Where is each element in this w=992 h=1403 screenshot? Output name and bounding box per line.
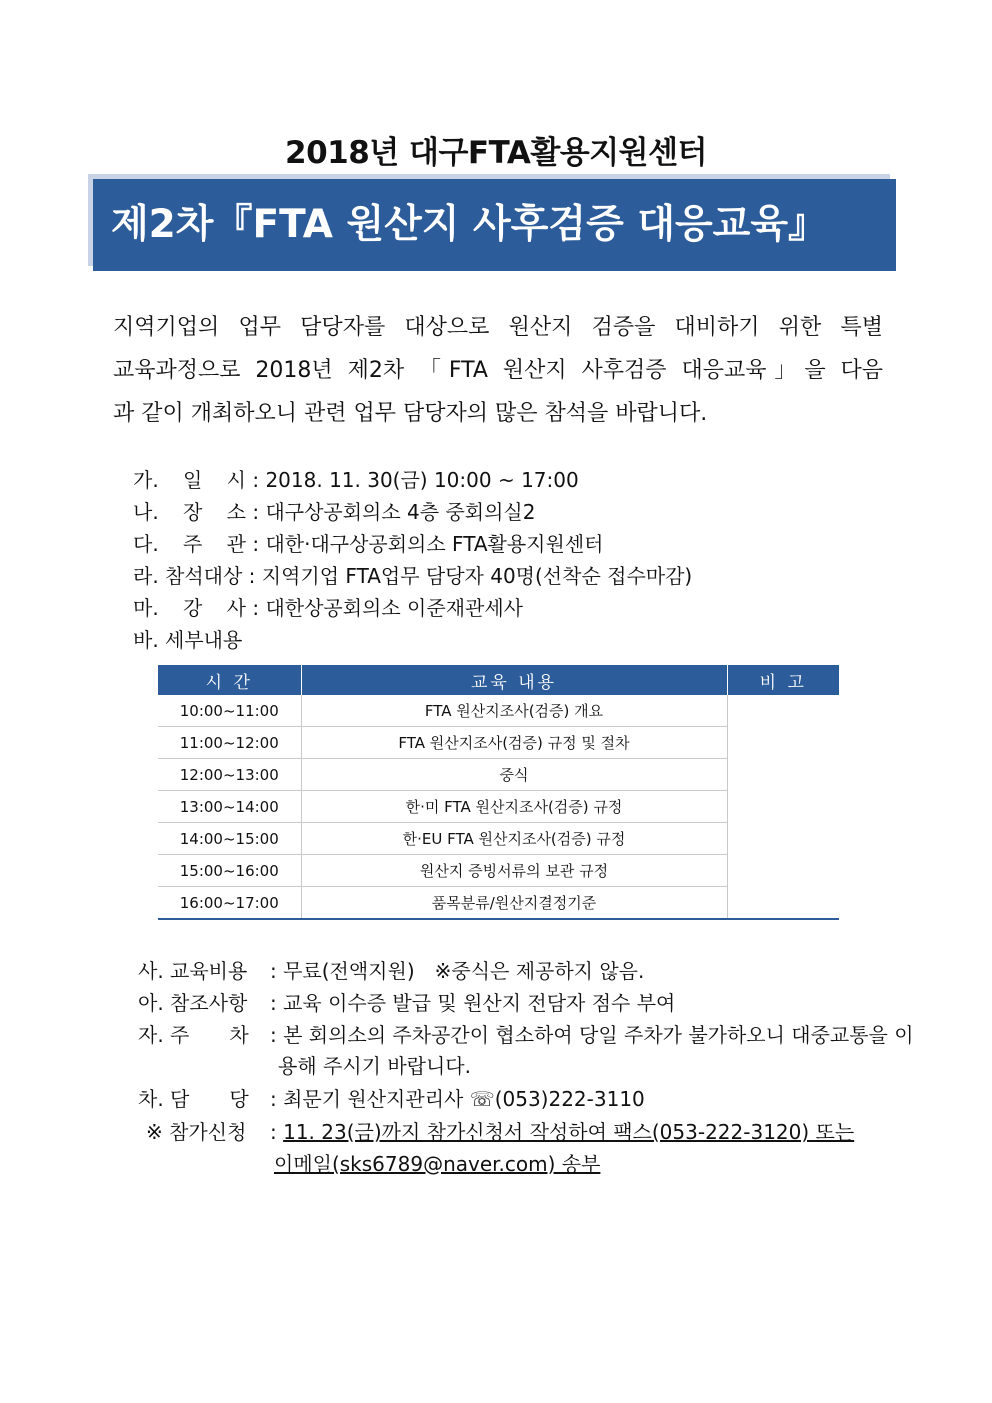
- footer-value: : 교육 이수증 발급 및 원산지 전담자 점수 부여: [270, 991, 676, 1015]
- footer-label: ※ 참가신청: [146, 1120, 247, 1144]
- row-content: 한·EU FTA 원산지조사(검증) 규정: [301, 823, 727, 855]
- footer-reference: [138, 989, 675, 1017]
- footer-cost: [138, 957, 644, 985]
- footer-label: 아. 참조사항: [138, 991, 248, 1015]
- banner-title: 제2차『FTA 원산지 사후검증 대응교육』: [93, 179, 896, 271]
- detail-label: 나. 장 소: [133, 500, 246, 524]
- footer-value: : 최문기 원산지관리사 ☏(053)222-3110: [270, 1087, 645, 1111]
- header-note: 비 고: [727, 665, 839, 695]
- detail-label: 다. 주 관: [133, 532, 246, 556]
- detail-value: : 대한상공회의소 이준재관세사: [246, 596, 523, 620]
- row-time: 10:00~11:00: [158, 695, 301, 727]
- detail-program: [133, 626, 242, 654]
- intro-line-3: 과 같이 개최하오니 관련 업무 담당자의 많은 참석을 바랍니다.: [113, 401, 708, 426]
- footer-contact: [138, 1085, 645, 1113]
- detail-lecturer: [133, 594, 523, 622]
- detail-value: : 2018. 11. 30(금) 10:00 ~ 17:00: [246, 468, 579, 492]
- detail-label: 마. 강 사: [133, 596, 246, 620]
- row-content: 한·미 FTA 원산지조사(검증) 규정: [301, 791, 727, 823]
- row-time: 14:00~15:00: [158, 823, 301, 855]
- detail-value: : 대구상공회의소 4층 중회의실2: [246, 500, 536, 524]
- row-content: 원산지 증빙서류의 보관 규정: [301, 855, 727, 887]
- table-row: [158, 695, 839, 727]
- row-time: 11:00~12:00: [158, 727, 301, 759]
- detail-place: [133, 498, 535, 526]
- detail-value: : 지역기업 FTA업무 담당자 40명(선착순 접수마감): [242, 564, 693, 588]
- detail-date: [133, 466, 579, 494]
- row-time: 16:00~17:00: [158, 887, 301, 920]
- page-title: 2018년 대구FTA활용지원센터: [285, 135, 707, 171]
- row-note: [727, 695, 839, 919]
- footer-label: 차. 담 당: [138, 1087, 249, 1111]
- row-content: FTA 원산지조사(검증) 개요: [301, 695, 727, 727]
- footer-separator: :: [270, 1120, 284, 1144]
- header-time: 시 간: [158, 665, 301, 695]
- footer-value: 11. 23(금)까지 참가신청서 작성하여 팩스(053-222-3120) 또는: [283, 1120, 855, 1144]
- schedule-table: [158, 665, 839, 920]
- footer-label: 자. 주 차: [138, 1023, 249, 1047]
- intro-line-2: 교육과정으로 2018년 제2차 「FTA 원산지 사후검증 대응교육」을 다음: [113, 358, 883, 383]
- detail-label: 라. 참석대상: [133, 564, 243, 588]
- row-time: 15:00~16:00: [158, 855, 301, 887]
- intro-line-1: 지역기업의 업무 담당자를 대상으로 원산지 검증을 대비하기 위한 특별: [113, 315, 883, 340]
- row-time: 13:00~14:00: [158, 791, 301, 823]
- footer-value: : 본 회의소의 주차공간이 협소하여 당일 주차가 불가하오니 대중교통을 이: [270, 1023, 914, 1047]
- detail-value: : 대한·대구상공회의소 FTA활용지원센터: [246, 532, 604, 556]
- footer-parking: [138, 1021, 914, 1049]
- detail-target: [133, 562, 692, 590]
- row-content: 중식: [301, 759, 727, 791]
- row-content: 품목분류/원산지결정기준: [301, 887, 727, 920]
- detail-label: 바. 세부내용: [133, 628, 243, 652]
- footer-apply: [146, 1118, 854, 1146]
- footer-value: : 무료(전액지원) ※중식은 제공하지 않음.: [270, 959, 645, 983]
- row-time: 12:00~13:00: [158, 759, 301, 791]
- row-content: FTA 원산지조사(검증) 규정 및 절차: [301, 727, 727, 759]
- header-content: 교육 내용: [301, 665, 727, 695]
- schedule-header-row: [158, 665, 839, 695]
- footer-parking-continued: 용해 주시기 바랍니다.: [278, 1054, 471, 1078]
- footer-label: 사. 교육비용: [138, 959, 248, 983]
- detail-host: [133, 530, 603, 558]
- detail-label: 가. 일 시: [133, 468, 246, 492]
- footer-apply-email: 이메일(sks6789@naver.com) 송부: [274, 1152, 601, 1176]
